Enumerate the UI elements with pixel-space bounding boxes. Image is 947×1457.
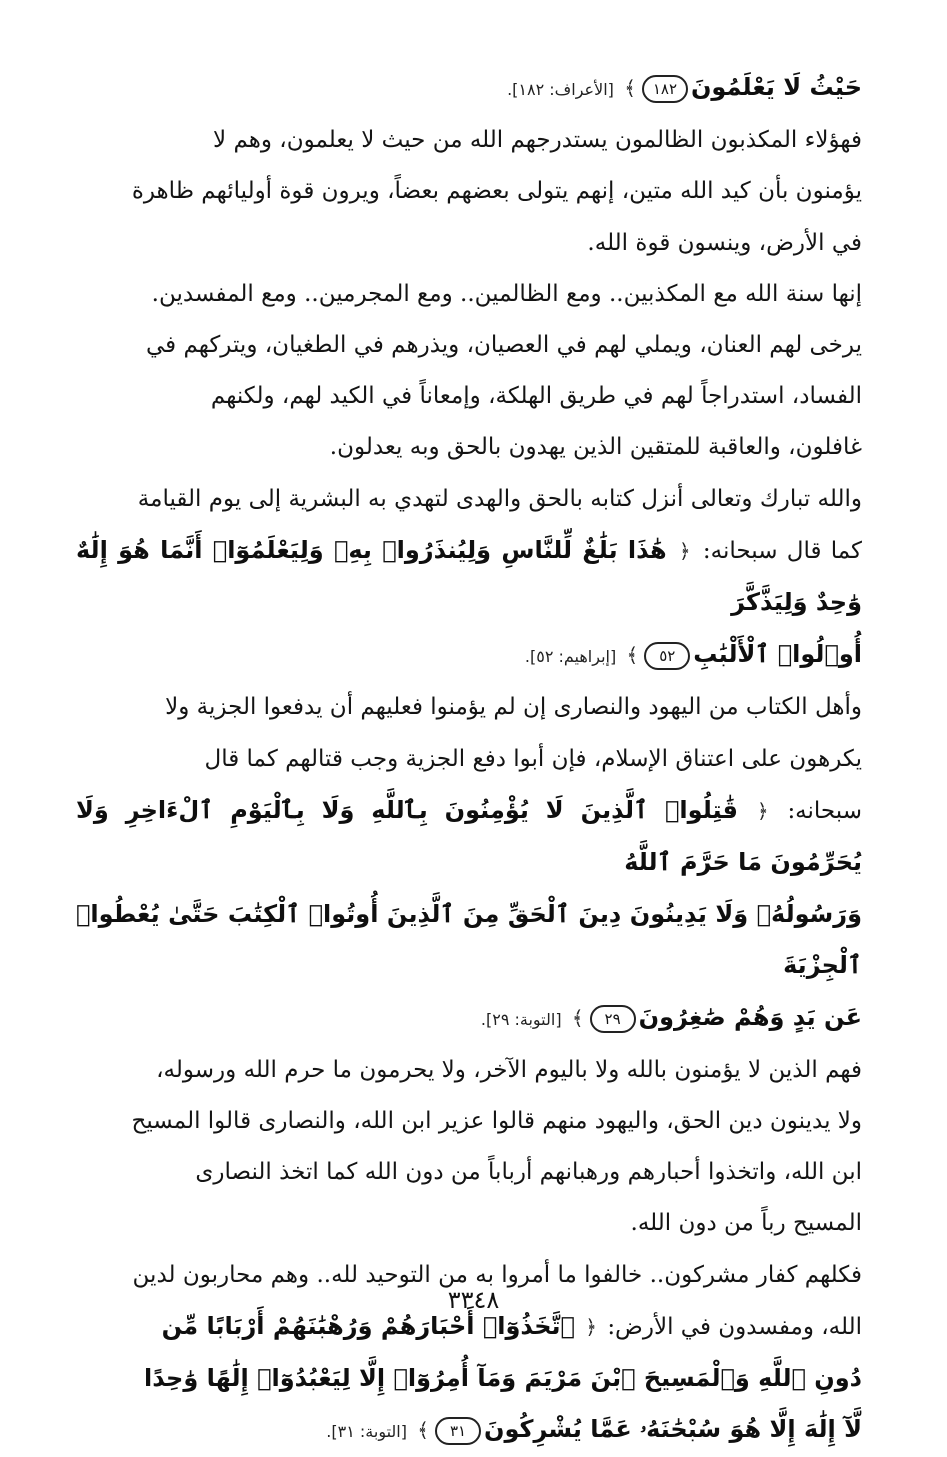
text-line-20: المسيح رباً من دون الله.	[630, 1210, 862, 1237]
verse-reference: [التوبة: ٣١].	[326, 1422, 407, 1442]
close-ornament-icon: ﴾	[626, 643, 639, 668]
line-text: كما قال سبحانه:	[702, 537, 862, 564]
quran-verse: عَن يَدٍ وَهُمْ صَٰغِرُونَ	[638, 1002, 862, 1031]
close-ornament-icon: ﴾	[571, 1005, 584, 1030]
text-line-9: والله تبارك وتعالى أنزل كتابه بالحق والهدى لتهدي به البشرية إلى يوم القيامة	[137, 485, 862, 512]
verse-reference: [إبراهيم: ٥٢].	[524, 647, 617, 667]
ayah-number-badge: ١٨٢	[642, 75, 688, 103]
quran-verse: قَٰتِلُوا۟ ٱلَّذِينَ لَا يُؤْمِنُونَ بِٱللَّهِ وَلَا بِٱلْيَوْمِ ٱلْءَاخِرِ وَلَا يُحَرِّمُونَ مَا حَرَّمَ ٱللَّهُ	[76, 795, 862, 877]
text-line-16	[76, 992, 862, 1045]
text-line-23: دُونِ ٱللَّهِ وَٱلْمَسِيحَ ٱبْنَ مَرْيَمَ وَمَآ أُمِرُوٓا۟ إِلَّا لِيَعْبُدُوٓا۟ إِلَٰهًا وَٰحِدًا	[143, 1364, 862, 1393]
line-text: سبحانه:	[787, 797, 862, 824]
ayah-number-badge: ٣١	[435, 1417, 481, 1445]
text-line-10	[76, 525, 862, 629]
text-line-12: وأهل الكتاب من اليهود والنصارى إن لم يؤمنوا فعليهم أن يدفعوا الجزية ولا	[165, 694, 862, 721]
text-line-3: يؤمنون بأن كيد الله متين، إنهم يتولى بعضهم بعضاً، ويرون قوة أوليائهم ظاهرة	[131, 178, 862, 205]
text-line-15: وَرَسُولُهُۥ وَلَا يَدِينُونَ دِينَ ٱلْحَقِّ مِنَ ٱلَّذِينَ أُوتُوا۟ ٱلْكِتَٰبَ حَتَّىٰ يُعْطُوا۟ ٱلْجِزْيَةَ	[76, 900, 862, 980]
page-number: ٣٣٤٨	[447, 1286, 500, 1314]
text-line-13: يكرهون على اعتناق الإسلام، فإن أبوا دفع الجزية وجب قتالهم كما قال	[204, 745, 862, 772]
ayah-number-badge: ٥٢	[644, 642, 690, 670]
quran-verse: حَيْثُ لَا يَعْلَمُونَ	[690, 73, 862, 101]
text-line-17: فهم الذين لا يؤمنون بالله ولا باليوم الآخر، ولا يحرمون ما حرم الله ورسوله،	[156, 1056, 862, 1083]
text-line-18: ولا يدينون دين الحق، واليهود منهم قالوا عزير ابن الله، والنصارى قالوا المسيح	[131, 1108, 862, 1135]
text-line-7: الفساد، استدراجاً لهم في طريق الهلكة، وإمعاناً في الكيد لهم، ولكنهم	[210, 383, 862, 410]
quran-verse: لَّآ إِلَٰهَ إِلَّا هُوَ سُبْحَٰنَهُۥ عَمَّا يُشْرِكُونَ	[484, 1415, 862, 1444]
quran-verse: أُو۟لُوا۟ ٱلْأَلْبَٰبِ	[693, 640, 862, 669]
text-line-11	[76, 629, 862, 682]
text-line-2: فهؤلاء المكذبون الظالمون يستدرجهم الله من حيث لا يعلمون، وهم لا	[213, 127, 862, 154]
quran-verse: ٱتَّخَذُوٓا۟ أَحْبَارَهُمْ وَرُهْبَٰنَهُمْ أَرْبَابًا مِّن	[161, 1311, 575, 1340]
text-line-19: ابن الله، واتخذوا أحبارهم ورهبانهم أرباباً من دون الله كما اتخذ النصارى	[195, 1159, 862, 1186]
page-body	[76, 62, 862, 1457]
text-line-21: فكلهم كفار مشركون.. خالفوا ما أمروا به من التوحيد لله.. وهم محاربون لدين	[132, 1261, 862, 1288]
open-ornament-icon: ﴿	[756, 798, 769, 823]
text-line-6: يرخى لهم العنان، ويملي لهم في العصيان، ويذرهم في الطغيان، ويتركهم في	[145, 332, 862, 359]
verse-reference: [التوبة: ٢٩].	[480, 1009, 562, 1029]
text-line-8: غافلون، والعاقبة للمتقين الذين يهدون بالحق وبه يعدلون.	[329, 434, 862, 461]
line-text: الله، ومفسدون في الأرض:	[607, 1313, 862, 1340]
text-line-24	[76, 1404, 862, 1457]
text-line-5: إنها سنة الله مع المكذبين.. ومع الظالمين.. ومع المجرمين.. ومع المفسدين.	[151, 280, 862, 307]
close-ornament-icon: ﴾	[417, 1418, 430, 1443]
text-line-14	[76, 785, 862, 889]
text-line-1	[76, 62, 862, 115]
verse-reference: [الأعراف: ١٨٢].	[507, 80, 614, 99]
open-ornament-icon: ﴿	[678, 538, 691, 563]
text-line-4: في الأرض، وينسون قوة الله.	[587, 229, 862, 256]
close-ornament-icon: ﴾	[624, 76, 636, 100]
ayah-number-badge: ٢٩	[590, 1005, 636, 1033]
open-ornament-icon: ﴿	[585, 1314, 597, 1339]
quran-verse: هَٰذَا بَلَٰغٌ لِّلنَّاسِ وَلِيُنذَرُوا۟ بِهِۦ وَلِيَعْلَمُوٓا۟ أَنَّمَا هُوَ إِلَٰهٌ وَٰحِدٌ وَلِيَذَّكَّرَ	[76, 535, 862, 617]
